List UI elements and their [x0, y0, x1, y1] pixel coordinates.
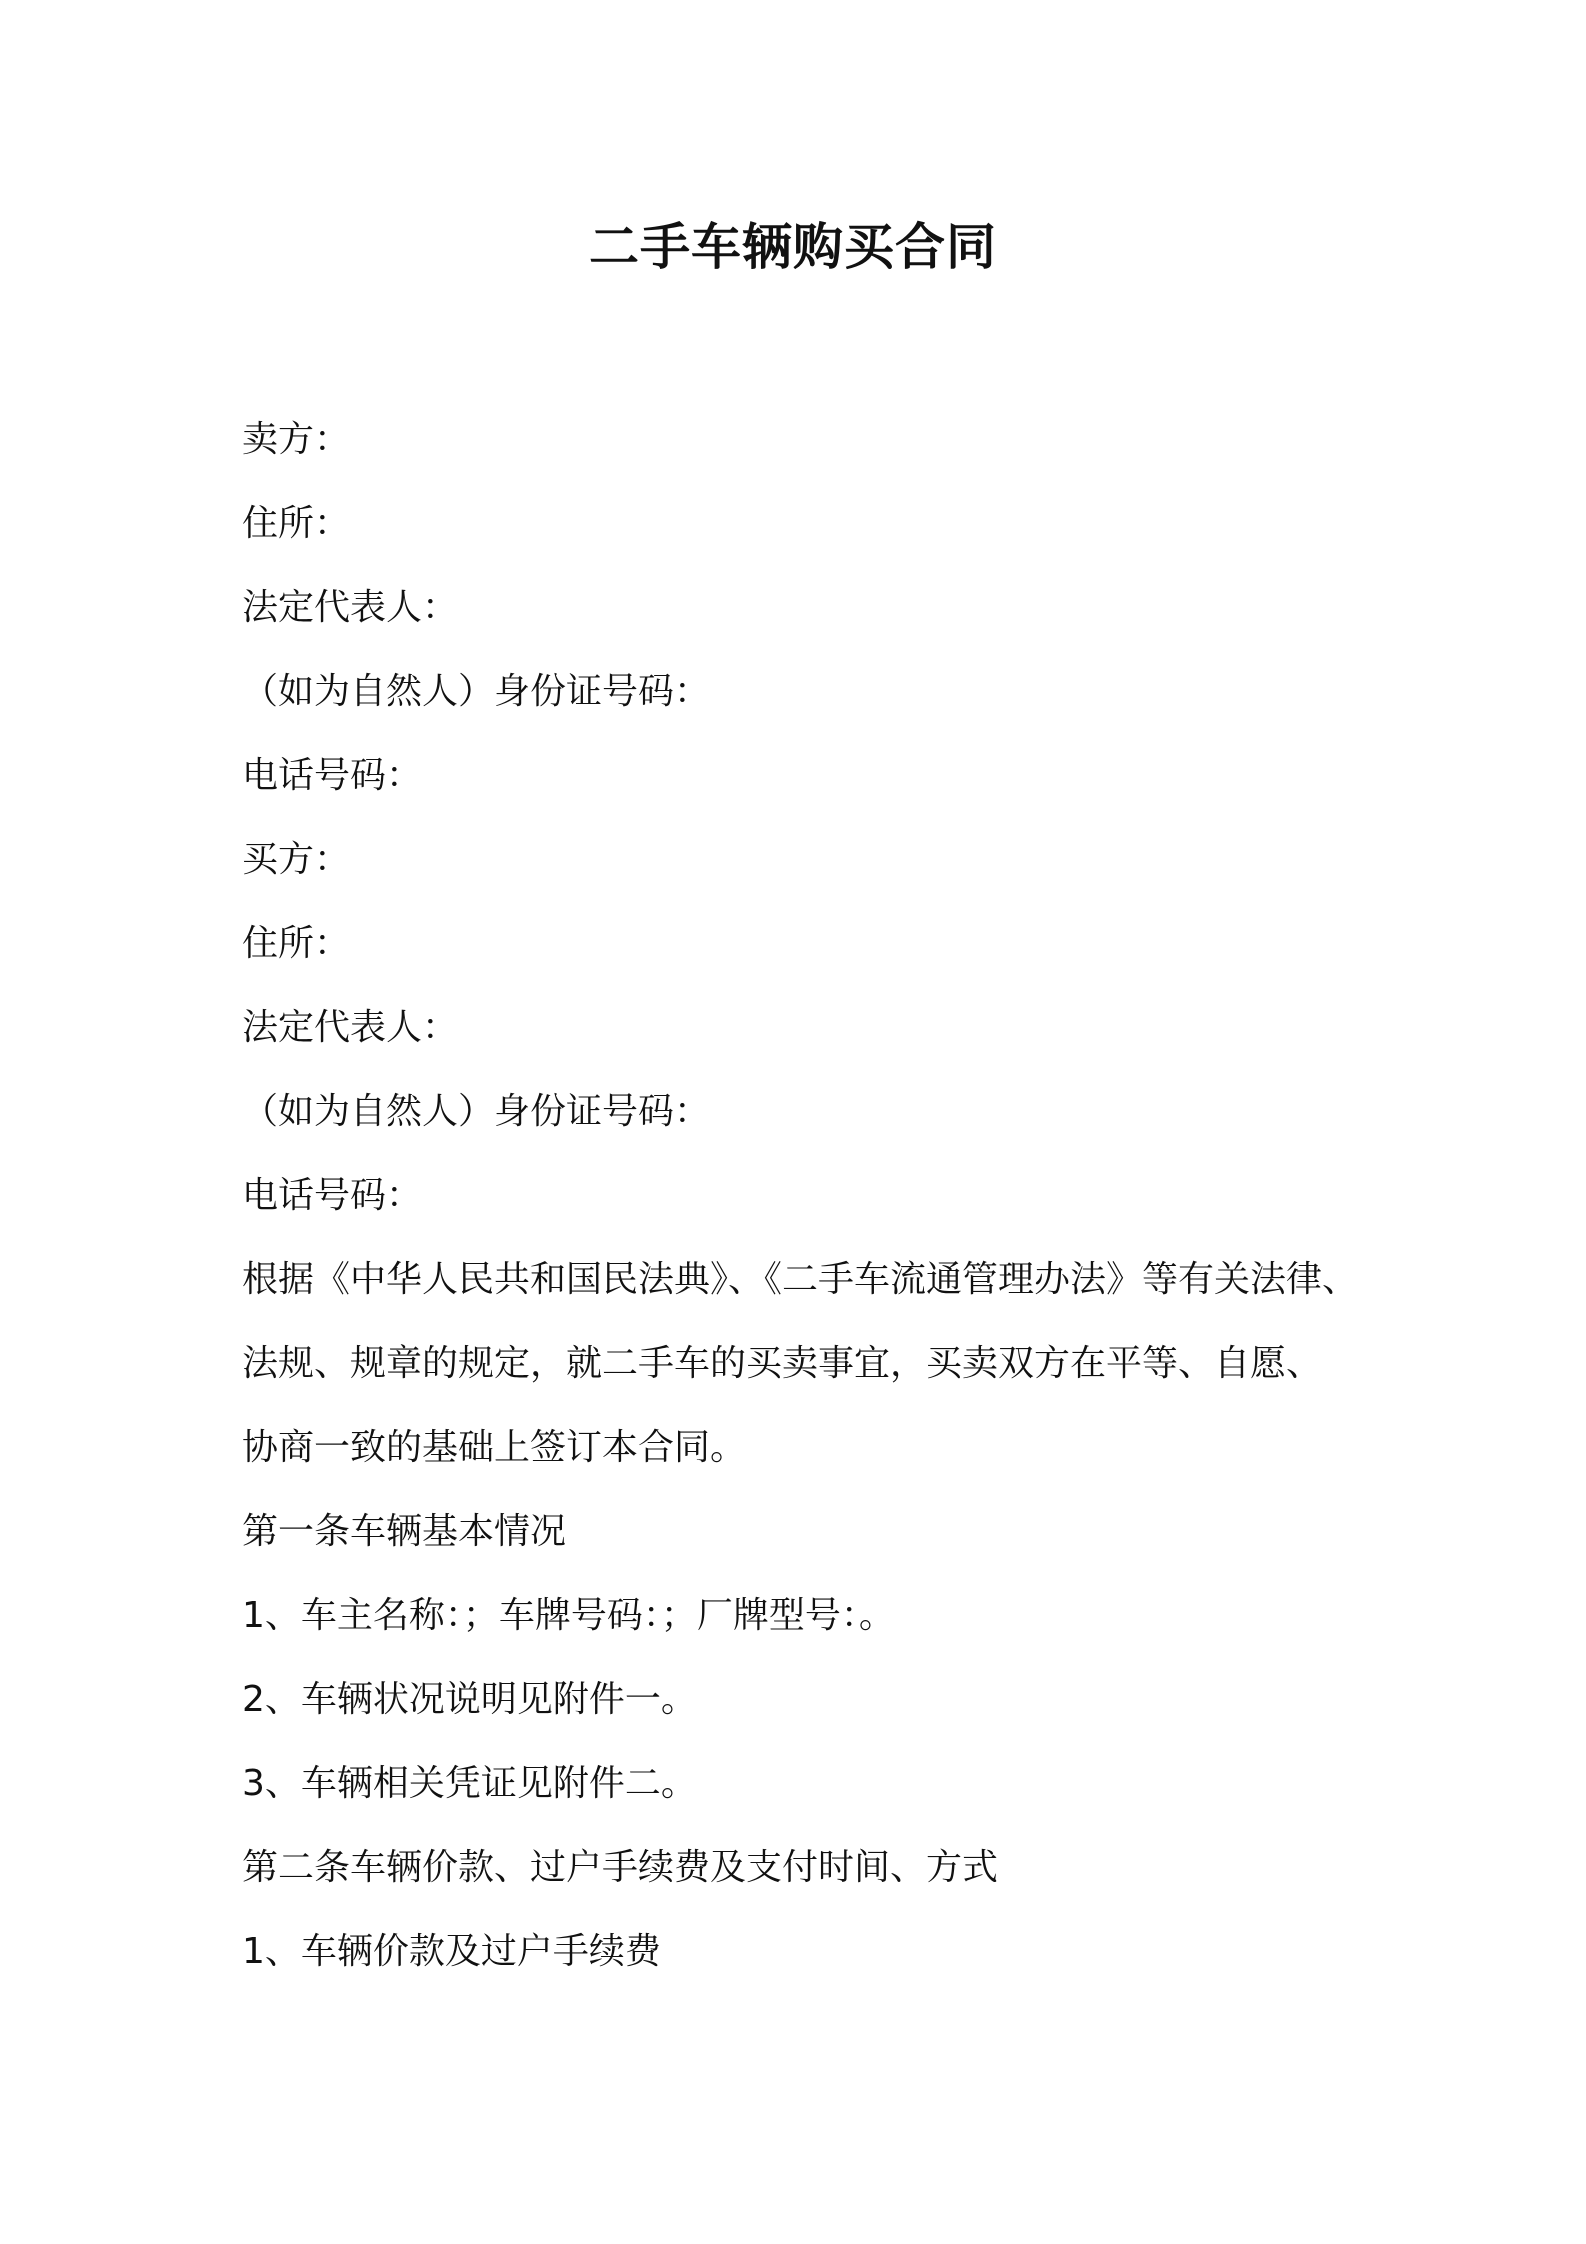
seller-legal-rep-label: 法定代表人：	[242, 587, 459, 628]
seller-id-number-label: （如为自然人）身份证号码：	[242, 671, 711, 712]
preamble-line-1: 根据《中华人民共和国民法典》、《二手车流通管理办法》等有关法律、	[242, 1259, 1359, 1300]
seller-label: 卖方：	[242, 419, 351, 460]
article-1-heading: 第一条车辆基本情况	[242, 1511, 567, 1552]
buyer-id-number-label: （如为自然人）身份证号码：	[242, 1091, 711, 1132]
article-2-item-1: 1、车辆价款及过户手续费	[242, 1931, 661, 1972]
article-2-heading: 第二条车辆价款、过户手续费及支付时间、方式	[242, 1847, 999, 1888]
document-body	[242, 398, 1372, 1994]
preamble-line-2: 法规、规章的规定，就二手车的买卖事宜，买卖双方在平等、自愿、	[242, 1343, 1323, 1384]
buyer-address-label: 住所：	[242, 923, 351, 964]
article-1-item-2: 2、车辆状况说明见附件一。	[242, 1679, 697, 1720]
article-1-item-1: 1、车主名称：；车牌号码：；厂牌型号：。	[242, 1595, 895, 1636]
document-title: 二手车辆购买合同	[589, 218, 997, 276]
article-1-item-3: 3、车辆相关凭证见附件二。	[242, 1763, 697, 1804]
buyer-phone-label: 电话号码：	[242, 1175, 423, 1216]
seller-phone-label: 电话号码：	[242, 755, 423, 796]
buyer-legal-rep-label: 法定代表人：	[242, 1007, 459, 1048]
buyer-label: 买方：	[242, 839, 351, 880]
preamble-line-3: 协商一致的基础上签订本合同。	[242, 1427, 747, 1468]
seller-address-label: 住所：	[242, 503, 351, 544]
